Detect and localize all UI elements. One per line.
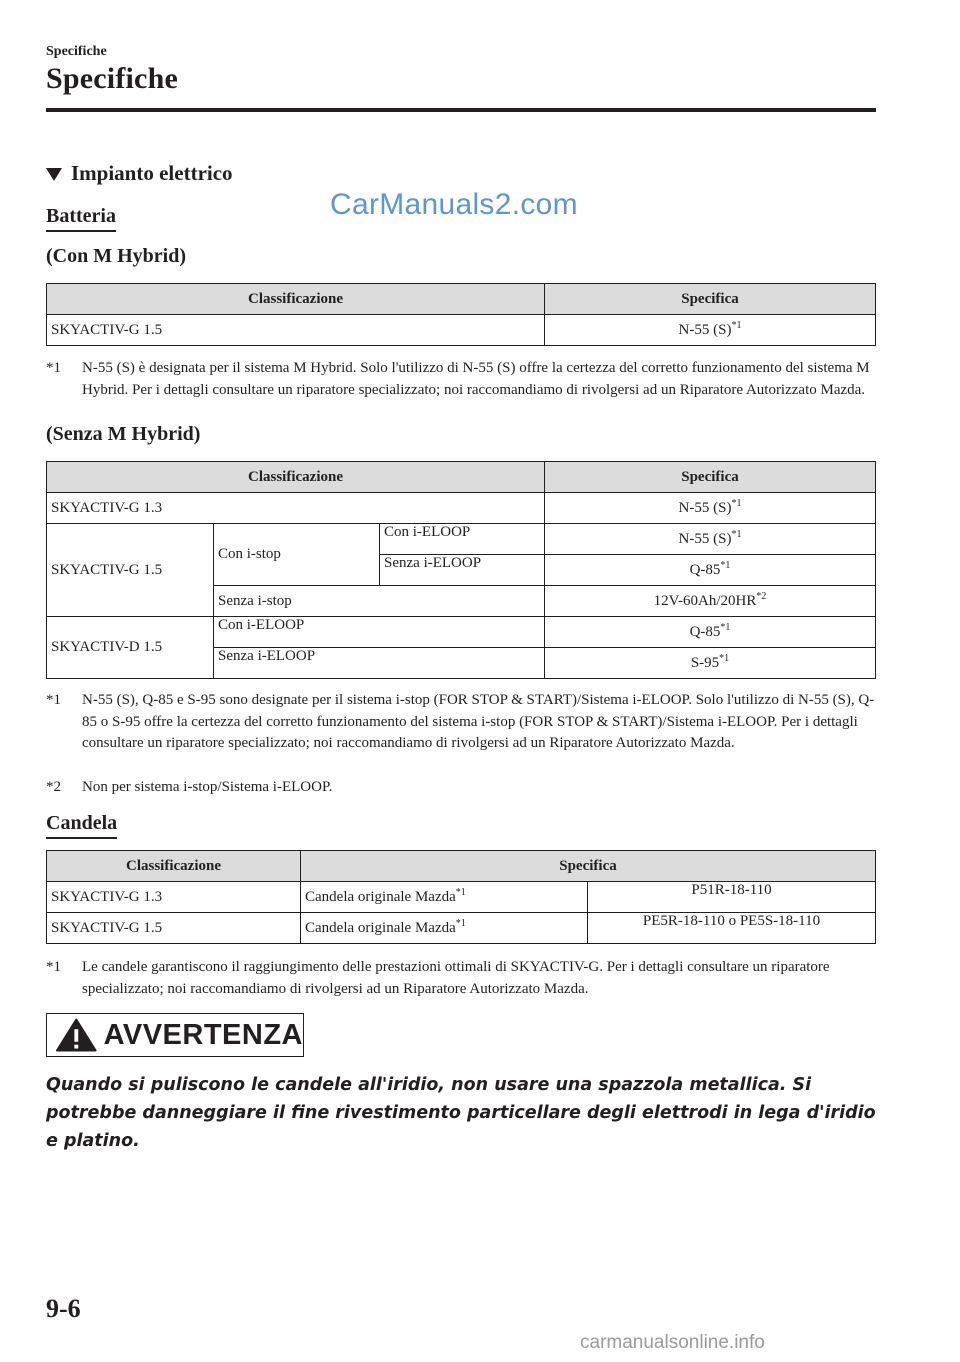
footnote: *1 N-55 (S) è designata per il sistema M Hybrid. Solo l'utilizzo di N-55 (S) offre la certezza del corretto funzionamento del sistema M Hybrid. Per i dettagli consultare un riparatore specializzato; noi raccomandiamo di rivolgersi ad un Riparatore Autorizzato Mazda. — [46, 360, 870, 398]
header-classification: Classificazione — [47, 462, 545, 493]
header-spec: Specifica — [301, 851, 876, 882]
cell-spec: N-55 $(S)^{*1}$ — [545, 315, 876, 346]
watermark-logo: CarManuals2.com — [330, 188, 578, 221]
table-header-row — [47, 851, 876, 882]
spark-plug-table — [46, 850, 876, 944]
spark-plug-heading: Candela — [46, 812, 117, 839]
triangle-down-icon — [46, 168, 62, 181]
section-title: Impianto elettrico — [71, 161, 233, 185]
warning-label: AVVERTENZA — [103, 1018, 303, 1051]
cell-classification: SKYACTIV-G 1.5 — [47, 315, 545, 346]
table-header-row — [47, 462, 876, 493]
non-hybrid-heading: (Senza M Hybrid) — [46, 423, 201, 445]
table-row: Senza i-stop 12V-60Ah/20HR$^{*2}$ — [47, 586, 876, 617]
header-classification: Classificazione — [47, 284, 545, 315]
footer-watermark: carmanualsonline.info — [580, 1332, 765, 1353]
table-row: SKYACTIV-D 1.5 Con i-ELOOP Q-85$^{*1}$ — [47, 617, 876, 648]
hybrid-heading: (Con M Hybrid) — [46, 245, 186, 267]
warning-triangle-icon — [55, 1017, 98, 1053]
table-row: Senza i-ELOOP Q-85$^{*1}$ — [47, 555, 876, 586]
battery-non-hybrid-table — [46, 461, 876, 679]
table-row: SKYACTIV-G 1.3 N-55 $(S)^{*1}$ — [47, 493, 876, 524]
footnote: *1 Le candele garantiscono il raggiungimento delle prestazioni ottimali di SKYACTIV-G. Per i dettagli consultare un riparatore specializzato; noi raccomandiamo di rivolgersi ad un Riparatore Autorizzato Mazda. — [46, 959, 830, 997]
header-classification: Classificazione — [47, 851, 301, 882]
table-row: SKYACTIV-G 1.5 Con i-stop Con i-ELOOP N-55 $(S)^{*1}$ — [47, 524, 876, 555]
footnote: *1 N-55 (S), Q-85 e S-95 sono designate per il sistema i-stop (FOR STOP & START)/Sistema i-ELOOP. Solo l'utilizzo di N-55 (S), Q-85 o S-95 offre la certezza del corretto funzionamento del sistema i-stop (FOR STOP & START)/Sistema i-ELOOP. Per i dettagli consultare un riparatore specializzato; noi raccomandiamo di rivolgersi ad un Riparatore Autorizzato Mazda. — [46, 692, 875, 751]
header-spec: Specifica — [545, 284, 876, 315]
warning-text: Quando si puliscono le candele all'iridio, non usare una spazzola metallica. Si potrebbe danneggiare il fine rivestimento particellare degli elettrodi in lega d'iridio e platino. — [46, 1075, 876, 1151]
battery-heading: Batteria — [46, 205, 116, 232]
battery-hybrid-table — [46, 283, 876, 346]
footnote: *2 Non per sistema i-stop/Sistema i-ELOOP. — [46, 779, 333, 795]
warning-box — [46, 1013, 304, 1057]
table-header-row — [47, 284, 876, 315]
table-row: SKYACTIV-G 1.5 Candela originale Mazda$^{*1}$ PE5R-18-110 o PE5S-18-110 — [47, 913, 876, 944]
page-number: 9-6 — [46, 1294, 81, 1323]
page-title: Specifiche — [46, 62, 178, 95]
section-heading — [46, 161, 233, 186]
table-row: SKYACTIV-G 1.3 Candela originale Mazda$^{*1}$ P51R-18-110 — [47, 882, 876, 913]
table-row — [47, 315, 876, 346]
title-rule — [46, 108, 876, 112]
header-spec: Specifica — [545, 462, 876, 493]
running-header: Specifiche — [46, 44, 107, 59]
table-row: Senza i-ELOOP S-95$^{*1}$ — [47, 648, 876, 679]
